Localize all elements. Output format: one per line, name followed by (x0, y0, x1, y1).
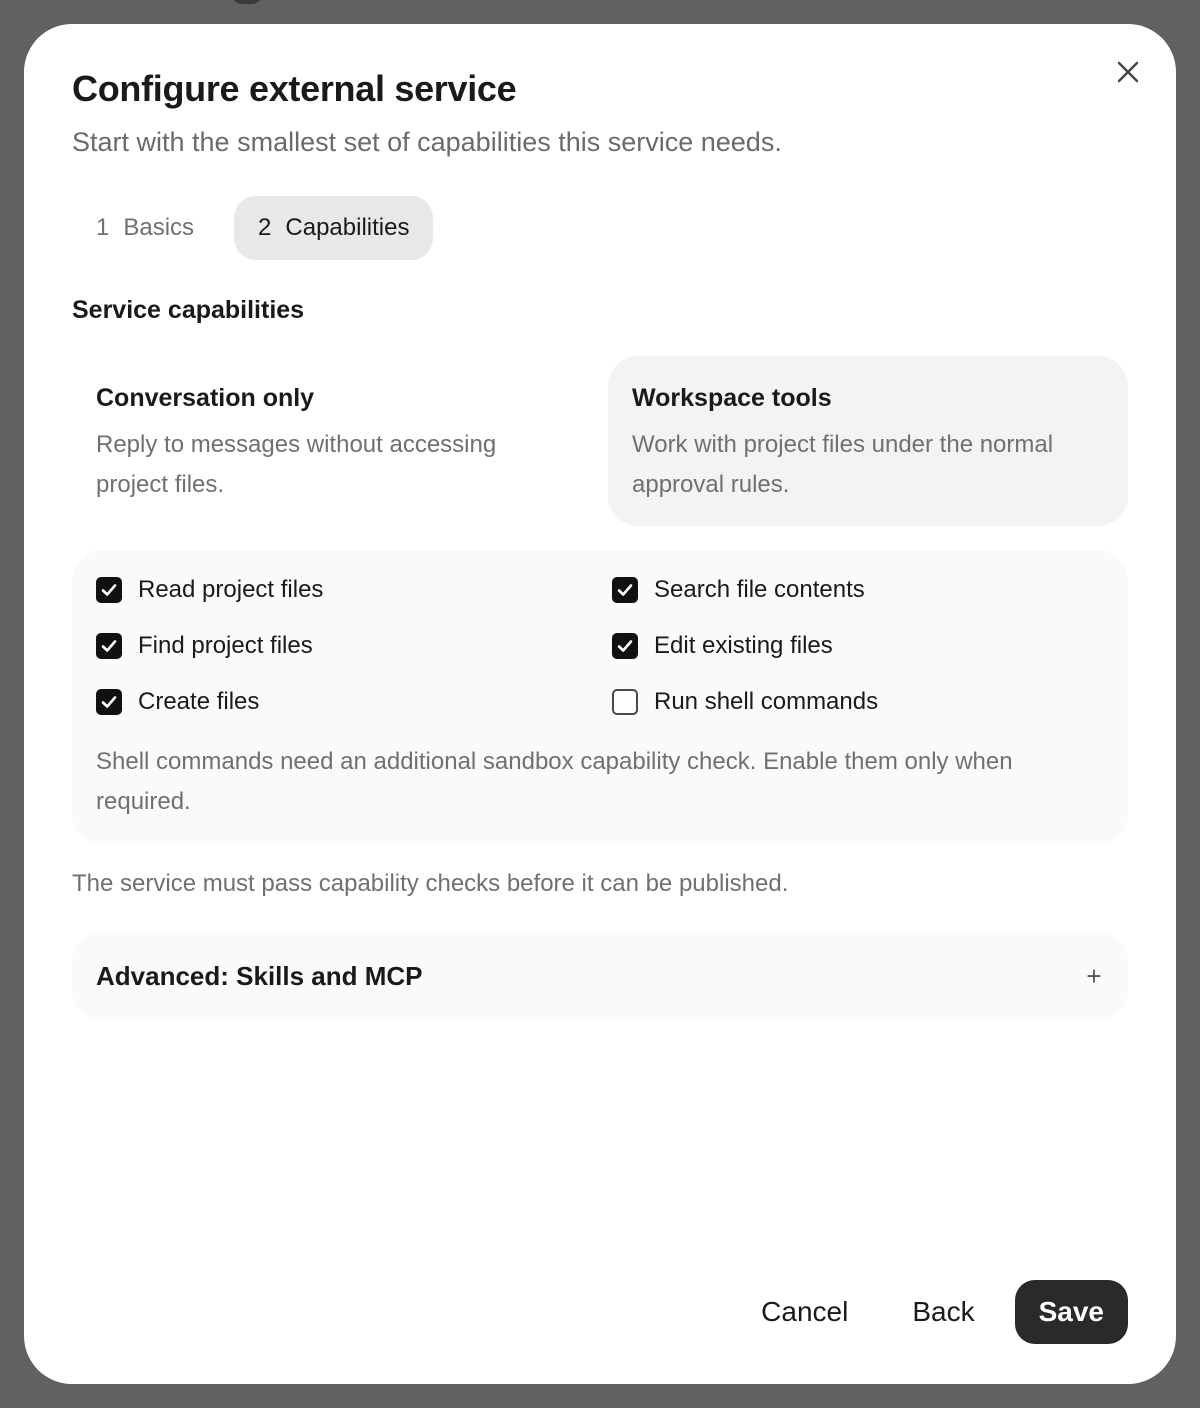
close-icon (1116, 60, 1140, 84)
back-button[interactable]: Back (888, 1280, 998, 1344)
accordion-label: Advanced: Skills and MCP (96, 960, 423, 991)
cancel-button[interactable]: Cancel (737, 1280, 872, 1344)
checkbox-checked[interactable] (612, 577, 638, 603)
checkmark-icon (100, 637, 118, 655)
step-label: Basics (123, 214, 195, 241)
capability-title: Conversation only (96, 384, 315, 412)
shell-commands-note: Shell commands need an additional sandbox capability check. Enable them only when required. (96, 748, 1013, 815)
checkmark-icon (100, 581, 118, 599)
background-page-fragment (232, 0, 262, 4)
checkmark-icon (616, 581, 634, 599)
save-button[interactable]: Save (1015, 1280, 1128, 1344)
capability-description: Work with project files under the normal approval rules. (632, 431, 1054, 498)
step-number: 1 (96, 214, 110, 241)
capability-title: Workspace tools (632, 384, 832, 412)
permission-run-shell-commands[interactable] (612, 688, 878, 716)
step-basics[interactable] (72, 196, 218, 260)
checkbox-checked[interactable] (96, 689, 122, 715)
capability-option-conversation-only[interactable] (72, 356, 592, 526)
permission-search-file-contents[interactable] (612, 576, 865, 604)
checkmark-icon (616, 637, 634, 655)
permission-label: Create files (138, 688, 260, 715)
advanced-skills-mcp-accordion[interactable] (72, 932, 1128, 1020)
step-label: Capabilities (285, 214, 410, 241)
permissions-panel (72, 550, 1128, 844)
dialog-subtitle: Start with the smallest set of capabilities this service needs. (72, 127, 782, 157)
step-tabs (72, 196, 433, 260)
permission-find-project-files[interactable] (96, 632, 313, 660)
dialog-footer (737, 1280, 1128, 1344)
checkbox-checked[interactable] (96, 577, 122, 603)
plus-icon[interactable]: + (1086, 960, 1102, 991)
permission-label: Run shell commands (654, 688, 879, 715)
permission-label: Edit existing files (654, 632, 833, 659)
publish-requirement-note: The service must pass capability checks before it can be published. (72, 870, 789, 897)
checkmark-icon (100, 693, 118, 711)
checkbox-checked[interactable] (612, 633, 638, 659)
dialog-title: Configure external service (72, 68, 517, 109)
checkbox-checked[interactable] (96, 633, 122, 659)
step-number: 2 (258, 214, 272, 241)
permission-edit-existing-files[interactable] (612, 632, 833, 660)
configure-service-dialog (24, 24, 1176, 1384)
permission-read-project-files[interactable] (96, 576, 323, 604)
capability-option-workspace-tools[interactable] (608, 356, 1128, 526)
capability-description: Reply to messages without accessing project files. (96, 431, 497, 498)
permission-create-files[interactable] (96, 688, 259, 716)
permission-label: Find project files (138, 632, 313, 659)
permission-label: Search file contents (654, 576, 865, 603)
step-capabilities[interactable] (234, 196, 433, 260)
section-title: Service capabilities (72, 296, 305, 324)
checkbox-unchecked[interactable] (612, 689, 638, 715)
close-button[interactable] (1112, 56, 1144, 88)
permission-label: Read project files (138, 576, 324, 603)
